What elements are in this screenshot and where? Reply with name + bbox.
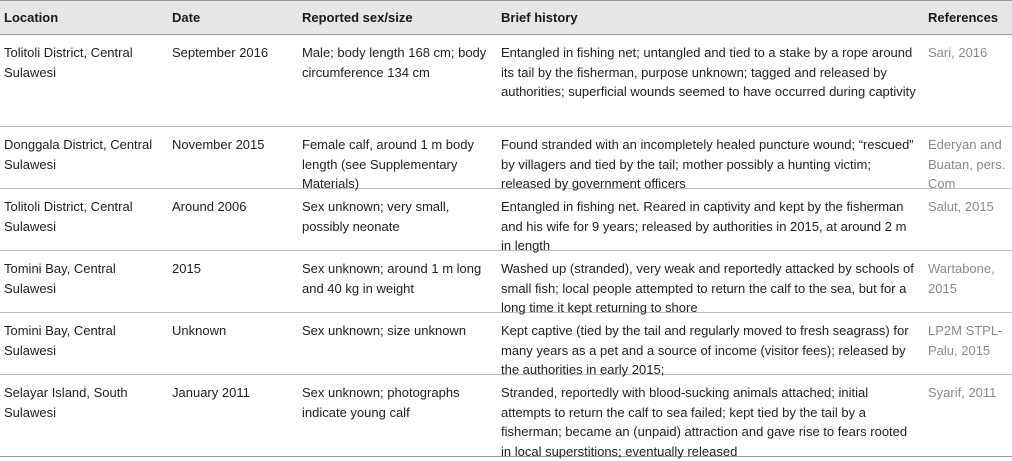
cell-location: Selayar Island, South Sulawesi (4, 385, 128, 420)
cell-brief-history: Entangled in fishing net; untangled and tied to a stake by a rope around its tail by the fisherman, purpose unknown; tagged and released by authorities; superficial wounds seemed to have occurred during captivity (501, 45, 916, 99)
table-row (0, 127, 1012, 189)
table-row (0, 251, 1012, 313)
header-brief-history: Brief history (501, 10, 578, 25)
cell-location: Donggala District, Central Sulawesi (4, 137, 153, 172)
cell-brief-history: Stranded, reportedly with blood-sucking animals attached; initial attempts to return the calf to sea failed; kept tied by the tail by a fisherman; became an (unpaid) attraction and gave rise to fears rooted in local superstitions; eventually released (501, 385, 908, 459)
cell-reference: LP2M STPL-Palu, 2015 (928, 323, 1003, 358)
cell-date: Unknown (172, 323, 227, 338)
table-row (0, 313, 1012, 375)
cell-reference: Syarif, 2011 (928, 385, 997, 400)
cell-reference: Sari, 2016 (928, 45, 988, 60)
table-row (0, 375, 1012, 457)
cell-date: September 2016 (172, 45, 269, 60)
cell-reference: Wartabone, 2015 (928, 261, 995, 296)
table-row (0, 35, 1012, 127)
cell-date: November 2015 (172, 137, 265, 152)
cell-date: 2015 (172, 261, 201, 276)
cell-sex-size: Sex unknown; very small, possibly neonate (302, 199, 450, 234)
header-sex-size: Reported sex/size (302, 10, 413, 25)
cell-reference: Salut, 2015 (928, 199, 994, 214)
cell-date: Around 2006 (172, 199, 247, 214)
cell-brief-history: Kept captive (tied by the tail and regularly moved to fresh seagrass) for many years as a pet and a source of income (visitor fees); released by the authorities in early 2015; (501, 323, 909, 377)
cell-location: Tomini Bay, Central Sulawesi (4, 261, 116, 296)
header-references: References (928, 10, 999, 25)
cell-brief-history: Entangled in fishing net. Reared in captivity and kept by the fisherman and his wife for 9 years; released by authorities in 2015, at around 2 m in length (501, 199, 907, 253)
header-date: Date (172, 10, 201, 25)
cell-sex-size: Male; body length 168 cm; body circumference 134 cm (302, 45, 487, 80)
table-header (0, 0, 1012, 35)
cell-sex-size: Sex unknown; around 1 m long and 40 kg in weight (302, 261, 482, 296)
cell-reference: Ederyan and Buatan, pers. Com (928, 137, 1006, 191)
cell-location: Tolitoli District, Central Sulawesi (4, 199, 133, 234)
cell-sex-size: Sex unknown; size unknown (302, 323, 467, 338)
cell-sex-size: Sex unknown; photographs indicate young calf (302, 385, 460, 420)
cell-brief-history: Washed up (stranded), very weak and reportedly attacked by schools of small fish; local people attempted to return the calf to the sea, but for a long time it kept returning to shore (501, 261, 914, 315)
cell-location: Tolitoli District, Central Sulawesi (4, 45, 133, 80)
cell-location: Tomini Bay, Central Sulawesi (4, 323, 116, 358)
header-location: Location (4, 10, 59, 25)
cell-sex-size: Female calf, around 1 m body length (see Supplementary Materials) (302, 137, 474, 191)
cell-brief-history: Found stranded with an incompletely healed puncture wound; “rescued” by villagers and tied by the tail; mother possibly a hunting victim; released by government officers (501, 137, 914, 191)
table-row (0, 189, 1012, 251)
cell-date: January 2011 (172, 385, 250, 400)
